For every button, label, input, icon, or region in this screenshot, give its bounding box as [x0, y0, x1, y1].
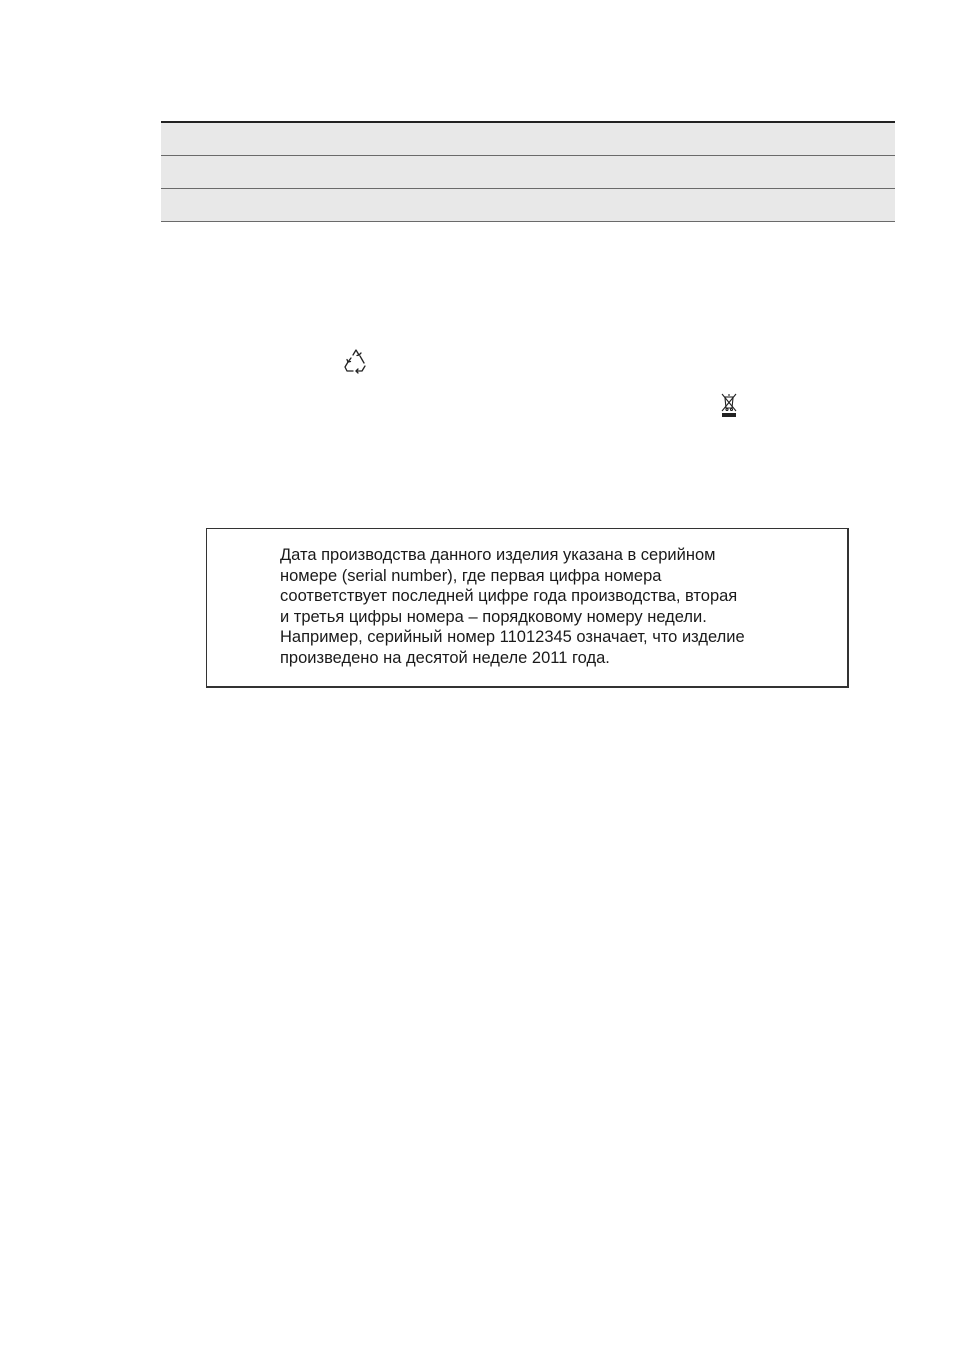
table-row [161, 123, 895, 156]
production-date-notice [206, 528, 849, 688]
table-row [161, 156, 895, 189]
spec-table [161, 121, 895, 222]
table-row [161, 189, 895, 222]
crossed-out-wheelie-bin-icon [719, 391, 739, 419]
notice-text: Дата производства данного изделия указана в серийном номере (serial number), где первая цифра номера соответствует последней цифре года производства, вторая и третья цифры номера – порядковому номеру недели. Например, серийный номер 11012345 означает, что изделие произведено на десятой неделе 2011 года. [280, 546, 745, 667]
recycle-icon [342, 347, 370, 375]
